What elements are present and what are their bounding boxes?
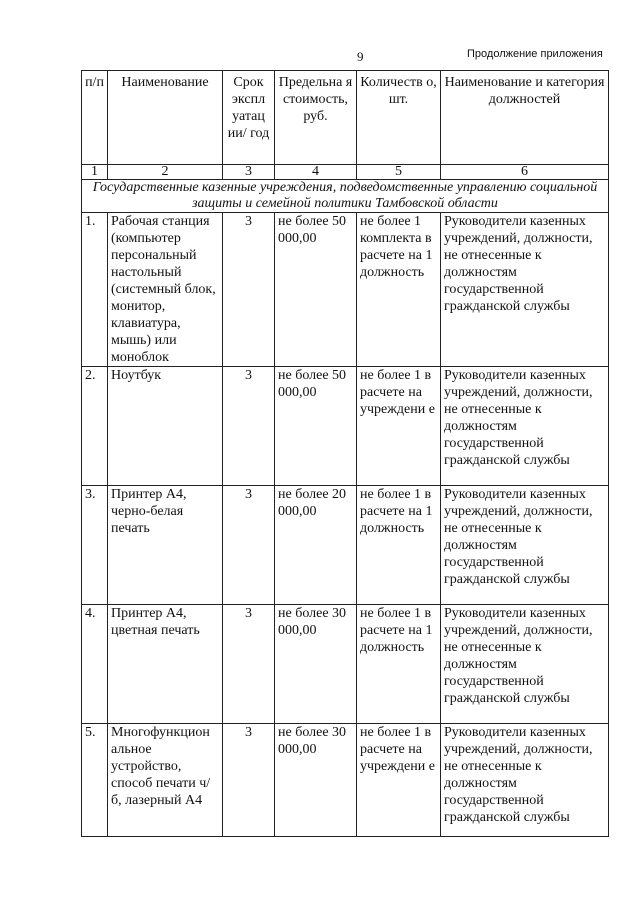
row-num: 2. <box>82 367 108 486</box>
header-position: Наименование и категория должностей <box>441 71 609 165</box>
column-number: 2 <box>108 165 223 180</box>
table-row <box>82 486 609 605</box>
row-price: не более 50 000,00 <box>275 367 357 486</box>
row-price: не более 30 000,00 <box>275 605 357 724</box>
row-term: 3 <box>223 724 275 837</box>
row-qty: не более 1 комплекта в расчете на 1 должность <box>357 213 441 367</box>
row-name: Рабочая станция (компьютер персональный настольный (системный блок, монитор, клавиатура, мышь) или моноблок <box>108 213 223 367</box>
row-name: Ноутбук <box>108 367 223 486</box>
header-name: Наименование <box>108 71 223 165</box>
running-header: Продолжение приложения <box>467 48 603 60</box>
column-number: 1 <box>82 165 108 180</box>
row-term: 3 <box>223 486 275 605</box>
row-name: Принтер А4, цветная печать <box>108 605 223 724</box>
section-title: Государственные казенные учреждения, подведомственные управлению социальной защиты и семейной политики Тамбовской области <box>82 180 609 213</box>
row-position: Руководители казенных учреждений, должности, не отнесенные к должностям государственной гражданской службы <box>441 724 609 837</box>
table-row <box>82 724 609 837</box>
row-price: не более 30 000,00 <box>275 724 357 837</box>
equipment-table <box>81 70 609 837</box>
row-num: 1. <box>82 213 108 367</box>
row-name: Многофункцион альное устройство, способ печати ч/б, лазерный А4 <box>108 724 223 837</box>
row-num: 5. <box>82 724 108 837</box>
row-position: Руководители казенных учреждений, должности, не отнесенные к должностям государственной гражданской службы <box>441 486 609 605</box>
row-qty: не более 1 в расчете на 1 должность <box>357 605 441 724</box>
row-qty: не более 1 в расчете на учреждени е <box>357 367 441 486</box>
table-row <box>82 605 609 724</box>
column-number: 4 <box>275 165 357 180</box>
column-number: 3 <box>223 165 275 180</box>
table-header-row <box>82 71 609 165</box>
page-number: 9 <box>357 49 364 64</box>
column-number-row <box>82 165 609 180</box>
row-term: 3 <box>223 367 275 486</box>
header-qty: Количеств о, шт. <box>357 71 441 165</box>
row-name: Принтер А4, черно-белая печать <box>108 486 223 605</box>
row-term: 3 <box>223 213 275 367</box>
row-qty: не более 1 в расчете на учреждени е <box>357 724 441 837</box>
row-position: Руководители казенных учреждений, должности, не отнесенные к должностям государственной гражданской службы <box>441 605 609 724</box>
row-qty: не более 1 в расчете на 1 должность <box>357 486 441 605</box>
table-row <box>82 367 609 486</box>
column-number: 6 <box>441 165 609 180</box>
column-number: 5 <box>357 165 441 180</box>
section-row <box>82 180 609 213</box>
header-num: п/п <box>82 71 108 165</box>
row-term: 3 <box>223 605 275 724</box>
row-num: 3. <box>82 486 108 605</box>
header-price: Предельна я стоимость, руб. <box>275 71 357 165</box>
row-position: Руководители казенных учреждений, должности, не отнесенные к должностям государственной гражданской службы <box>441 213 609 367</box>
table-row <box>82 213 609 367</box>
header-term: Срок экспл уатац ии/ год <box>223 71 275 165</box>
row-price: не более 50 000,00 <box>275 213 357 367</box>
row-num: 4. <box>82 605 108 724</box>
row-price: не более 20 000,00 <box>275 486 357 605</box>
row-position: Руководители казенных учреждений, должности, не отнесенные к должностям государственной гражданской службы <box>441 367 609 486</box>
